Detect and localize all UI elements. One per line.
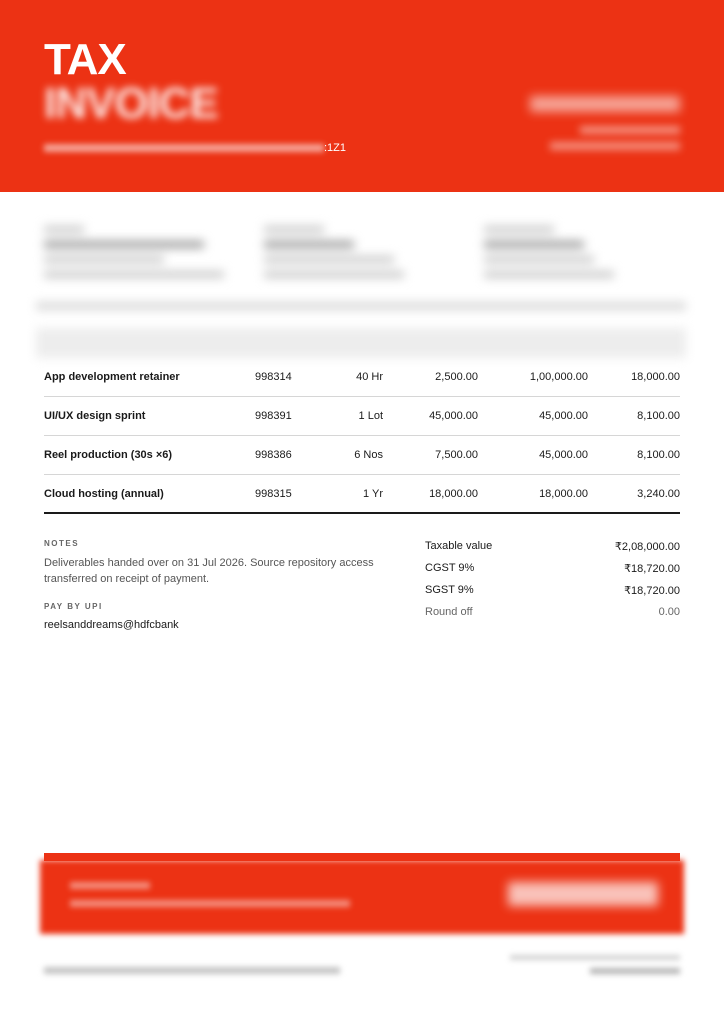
redacted-billed-by [44, 226, 234, 286]
table-row [44, 397, 680, 436]
item-description: UI/UX design sprint [44, 410, 146, 422]
total-row-sgst [425, 582, 680, 604]
item-tax: 18,000.00 [631, 371, 680, 383]
item-description: App development retainer [44, 371, 180, 383]
upi-id: reelsanddreams@hdfcbank [44, 619, 179, 631]
redacted-invoice-date [580, 126, 680, 134]
item-rate: 7,500.00 [435, 449, 478, 461]
redacted-amount-in-words [70, 900, 350, 907]
total-label: SGST 9% [425, 584, 474, 596]
item-tax: 8,100.00 [637, 410, 680, 422]
redacted-due-date [550, 142, 680, 150]
total-row-round-off [425, 604, 680, 626]
line-items-table [44, 358, 680, 514]
seller-gstin [44, 141, 347, 155]
item-amount: 45,000.00 [539, 449, 588, 461]
total-value: ₹18,720.00 [624, 585, 680, 597]
redacted-grand-total [508, 882, 658, 906]
table-row [44, 358, 680, 397]
item-description: Reel production (30s ×6) [44, 449, 173, 461]
redacted-signatory-name [590, 968, 680, 974]
item-hsn: 998314 [255, 371, 292, 383]
totals-summary [425, 538, 680, 626]
notes-label: NOTES [44, 539, 80, 548]
title-tax: TAX [44, 35, 126, 84]
redacted-place-of-supply [484, 226, 674, 286]
total-label: CGST 9% [425, 562, 475, 574]
redacted-divider [36, 302, 686, 310]
item-hsn: 998315 [255, 488, 292, 500]
redacted-invoice-number [530, 96, 680, 112]
item-rate: 2,500.00 [435, 371, 478, 383]
invoice-header [0, 0, 724, 192]
total-label: Round off [425, 606, 473, 618]
upi-label: PAY BY UPI [44, 602, 103, 611]
item-description: Cloud hosting (annual) [44, 488, 164, 500]
item-qty: 1 Lot [358, 410, 383, 422]
item-qty: 40 Hr [356, 371, 383, 383]
item-amount: 45,000.00 [539, 410, 588, 422]
redacted-billed-to [264, 226, 454, 286]
redacted-table-header [36, 328, 686, 358]
total-row-taxable [425, 538, 680, 560]
notes-text: Deliverables handed over on 31 Jul 2026. Source repository access transferred on receipt of payment. [44, 557, 374, 585]
total-row-cgst [425, 560, 680, 582]
redacted-footer-note [44, 967, 340, 974]
total-value: 0.00 [658, 606, 680, 618]
item-amount: 18,000.00 [539, 488, 588, 500]
title-invoice-redacted: INVOICE [44, 79, 218, 128]
redacted-signatory-line [510, 955, 680, 960]
item-hsn: 998391 [255, 410, 292, 422]
table-row [44, 475, 680, 514]
item-rate: 45,000.00 [429, 410, 478, 422]
item-hsn: 998386 [255, 449, 292, 461]
redacted-amount-label [70, 882, 150, 889]
table-row [44, 436, 680, 475]
total-label: Taxable value [425, 540, 493, 552]
item-tax: 3,240.00 [637, 488, 680, 500]
total-value: ₹18,720.00 [624, 563, 680, 575]
item-qty: 1 Yr [363, 488, 383, 500]
item-amount: 1,00,000.00 [529, 371, 588, 383]
item-tax: 8,100.00 [637, 449, 680, 461]
redacted-gstin-text [44, 144, 324, 152]
gstin-suffix: :1Z1 [324, 142, 347, 154]
total-value: ₹2,08,000.00 [614, 541, 680, 553]
item-qty: 6 Nos [354, 449, 383, 461]
item-rate: 18,000.00 [429, 488, 478, 500]
redacted-party-details [36, 218, 686, 358]
